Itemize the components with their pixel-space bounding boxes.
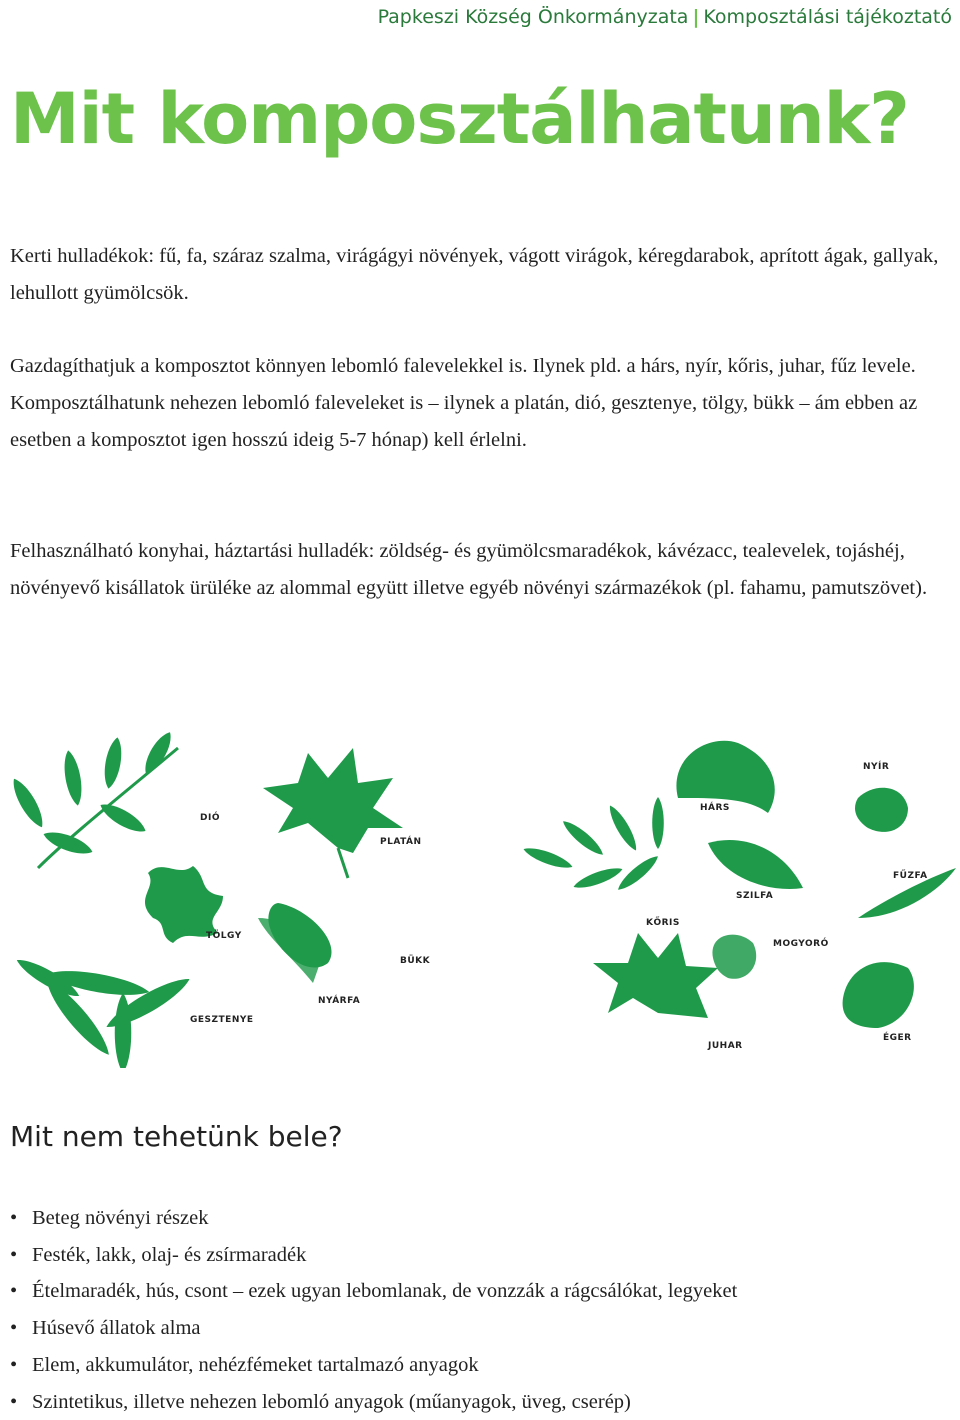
list-item: • Ételmaradék, hús, csont – ezek ugyan lebomlanak, de vonzzák a rágcsálókat, legyeket bbox=[10, 1273, 955, 1310]
label-nyarfa: NYÁRFA bbox=[318, 996, 361, 1006]
label-platan: PLATÁN bbox=[380, 837, 422, 847]
label-fuzfa: FŰZFA bbox=[893, 871, 928, 881]
leaf-nyir bbox=[855, 788, 908, 832]
label-tolgy: TÖLGY bbox=[206, 931, 242, 941]
leaf-eger bbox=[843, 962, 914, 1028]
label-hars: HÁRS bbox=[700, 803, 730, 813]
bullet-icon: • bbox=[10, 1317, 18, 1340]
bullet-icon: • bbox=[10, 1353, 18, 1376]
section-title-exclusions: Mit nem tehetünk bele? bbox=[10, 1120, 343, 1153]
list-item: • Elem, akkumulátor, nehézfémeket tartalmazó anyagok bbox=[10, 1347, 955, 1384]
page-title: Mit komposztálhatunk? bbox=[10, 78, 909, 160]
paragraph-garden-waste: Kerti hulladékok: fű, fa, száraz szalma, virágágyi növények, vágott virágok, kéregdarabok, aprított ágak, gallyak, lehullott gyümölcsök. bbox=[10, 245, 939, 304]
leaf-koris bbox=[522, 797, 664, 894]
bullet-icon: • bbox=[10, 1390, 18, 1413]
leaf-mogyoro bbox=[712, 935, 756, 979]
header-separator: | bbox=[692, 6, 700, 28]
list-item: • Húsevő állatok alma bbox=[10, 1310, 955, 1347]
page-header bbox=[378, 6, 952, 28]
label-gesztenye: GESZTENYE bbox=[190, 1015, 254, 1025]
paragraph-leaves: Gazdagíthatjuk a komposztot könnyen lebomló falevelekkel is. Ilynek pld. a hárs, nyír, kőris, juhar, fűz levele. Komposztálhatunk nehezen lebomló faleveleket is – ilynek a platán, dió, gesztenye, tölgy, bükk – ám ebben az esetben a komposztot igen hosszú ideig 5-7 hónap) kell érlelni. bbox=[10, 355, 918, 451]
label-bukk: BÜKK bbox=[400, 956, 431, 966]
header-doc-title: Komposztálási tájékoztató bbox=[703, 6, 952, 28]
label-mogyoro: MOGYORÓ bbox=[773, 939, 829, 949]
bullet-icon: • bbox=[10, 1207, 18, 1229]
label-koris: KŐRIS bbox=[646, 918, 680, 928]
label-eger: ÉGER bbox=[883, 1033, 912, 1043]
leaf-gesztenye bbox=[13, 954, 194, 1068]
label-szilfa: SZILFA bbox=[736, 891, 774, 901]
header-org: Papkeszi Község Önkormányzata bbox=[377, 6, 689, 28]
leaf-juhar bbox=[593, 933, 718, 1018]
list-item: • Szintetikus, illetve nehezen lebomló anyagok (műanyagok, üveg, cserép) bbox=[10, 1384, 955, 1420]
leaflets-dio bbox=[8, 729, 176, 859]
exclusion-list bbox=[10, 1200, 955, 1420]
list-item: • Beteg növényi részek bbox=[10, 1200, 955, 1237]
bullet-icon: • bbox=[10, 1243, 18, 1266]
label-juhar: JUHAR bbox=[708, 1041, 743, 1051]
paragraph-kitchen-waste: Felhasználható konyhai, háztartási hulladék: zöldség- és gyümölcsmaradékok, kávézacc, tealevelek, tojáshéj, növényevő kisállatok ürüléke az alommal együtt illetve egyéb növényi származékok (pl. fahamu, pamutszövet). bbox=[10, 540, 928, 599]
leaf-szilfa bbox=[708, 840, 803, 889]
label-dio: DIÓ bbox=[200, 813, 220, 823]
label-nyir: NYÍR bbox=[863, 762, 890, 772]
leaf-illustration bbox=[8, 728, 958, 1068]
list-item: • Festék, lakk, olaj- és zsírmaradék bbox=[10, 1237, 955, 1274]
bullet-icon: • bbox=[10, 1280, 18, 1303]
